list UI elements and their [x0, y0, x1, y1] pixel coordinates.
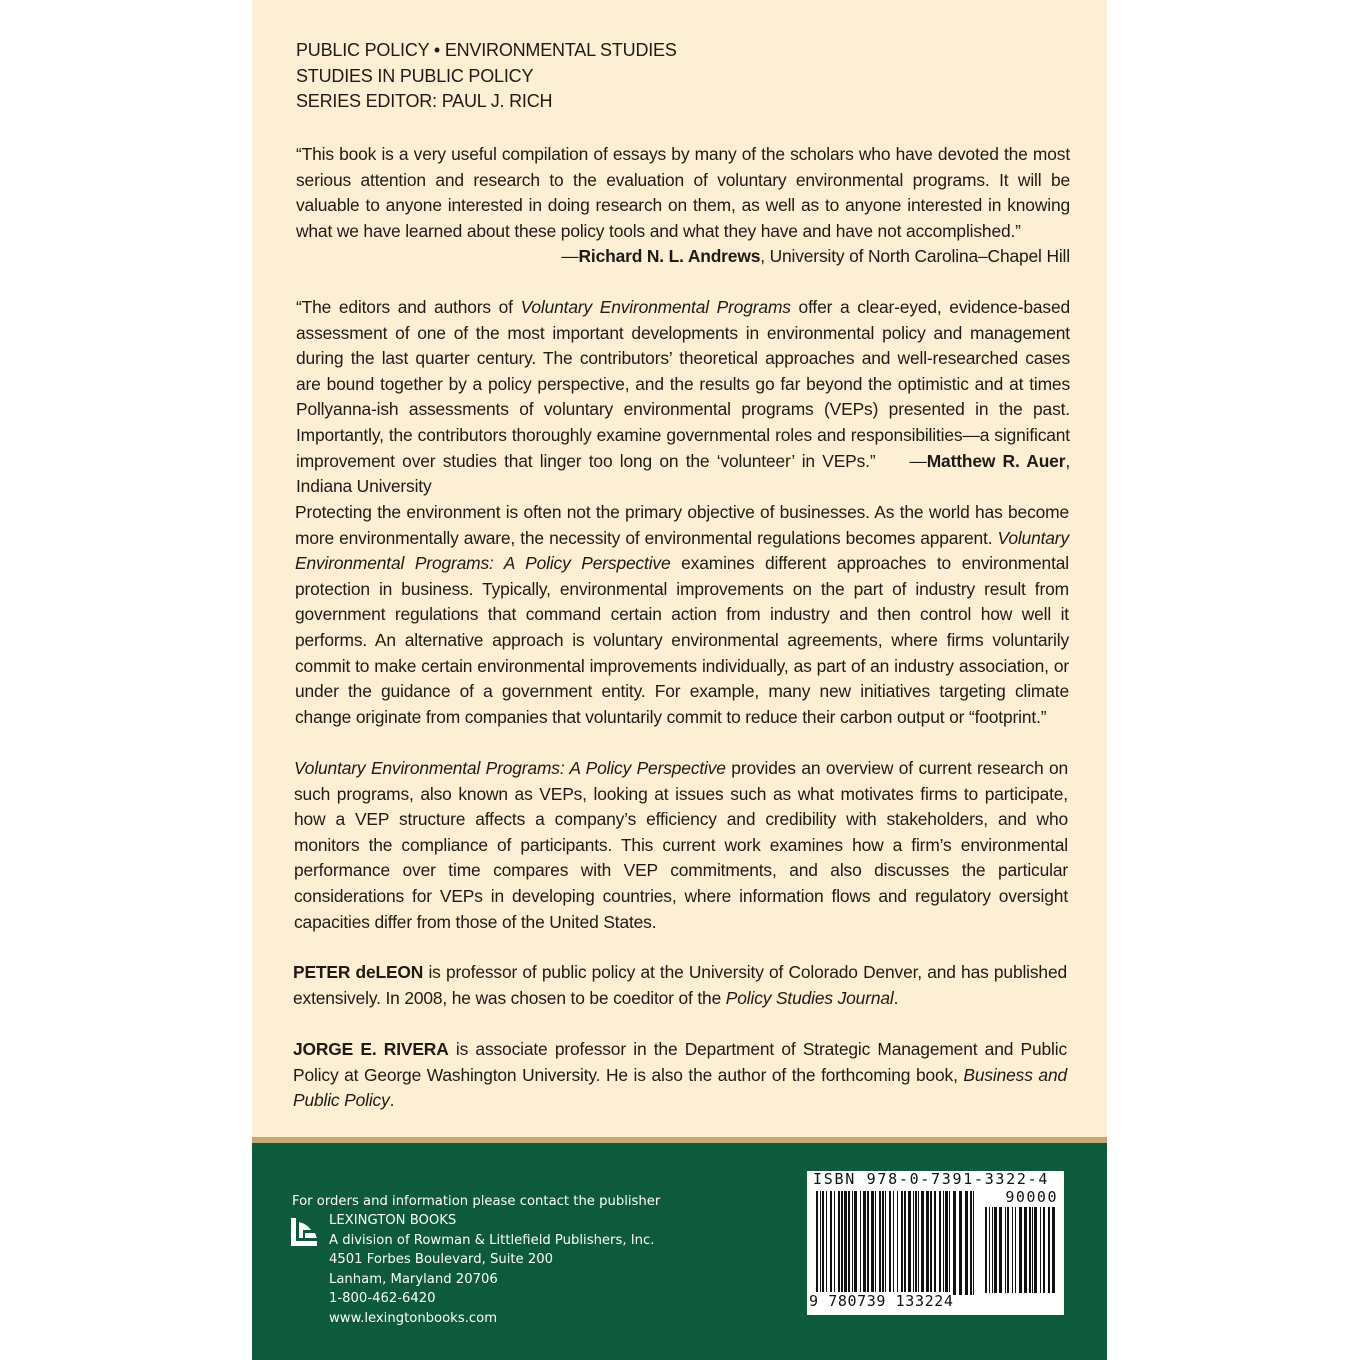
author-name: PETER deLEON — [293, 962, 424, 982]
forthcoming-book-title: Business and Public Policy — [293, 1064, 1067, 1111]
ean-digits: 9 780739 133224 — [809, 1292, 954, 1310]
author-name: JORGE E. RIVERA — [293, 1039, 449, 1059]
ean-barcode-bars — [816, 1191, 976, 1295]
book-title: Voluntary Environmental Programs: A Policy Perspective — [295, 527, 1069, 574]
publisher-address-block — [329, 1211, 654, 1329]
series-info — [296, 38, 677, 115]
publisher-name: LEXINGTON BOOKS — [329, 1213, 457, 1228]
series-subject-line: PUBLIC POLICY • ENVIRONMENTAL STUDIES — [296, 40, 677, 60]
lexington-logo-icon — [289, 1216, 321, 1248]
isbn-barcode — [807, 1171, 1064, 1315]
publisher-panel — [252, 1143, 1107, 1360]
publisher-division: A division of Rowman & Littlefield Publishers, Inc. — [329, 1232, 655, 1248]
addon-barcode-bars — [985, 1207, 1057, 1293]
quote-attribution: —Richard N. L. Andrews, University of North Carolina–Chapel Hill — [561, 246, 1070, 267]
book-description-1: Protecting the environment is often not the primary objective of businesses. As the world has become more environmentally aware, the necessity of environmental regulations becomes apparent. Voluntary Environmental Programs: A Policy Perspective examines different approaches to environmental protection in business. Typically, environmental improvements on the part of industry result from government regulations that command certain action from industry and then control how well it performs. An alternative approach is voluntary environmental agreements, where firms voluntarily commit to make certain environmental improvements individually, as part of an industry association, or under the guidance of a government entity. For example, many new initiatives targeting climate change originate from companies that voluntarily commit to reduce their carbon output or “footprint.” — [295, 502, 1069, 727]
price-code-label: 90000 — [1005, 1188, 1058, 1206]
quote-text: “This book is a very useful compilation of essays by many of the scholars who have devoted the most serious attention and research to the evaluation of voluntary environmental programs. It will be valuable to anyone interested in doing research on them, as well as to anyone interested in knowing what we have learned about these policy tools and what they have and have not accomplished.” — [296, 144, 1070, 241]
back-cover — [252, 0, 1107, 1360]
endorsement-quote-andrews — [296, 142, 1070, 270]
book-description-2: Voluntary Environmental Programs: A Policy Perspective provides an overview of current research on such programs, also known as VEPs, looking at issues such as what motivates firms to participate, how a VEP structure affects a company’s efficiency and credibility with stakeholders, and who monitors the compliance of participants. This current work examines how a firm’s environmental performance over time compares with VEP commitments, and also discusses the particular considerations for VEPs in developing countries, where information flows and regulatory oversight capacities differ from those of the United States. — [294, 758, 1068, 932]
quote-affiliation: , University of North Carolina–Chapel Hill — [760, 246, 1070, 267]
book-title: Voluntary Environmental Programs — [520, 297, 791, 317]
publisher-phone: 1-800-462-6420 — [329, 1291, 436, 1307]
order-contact-line: For orders and information please contact the publisher — [292, 1194, 661, 1209]
journal-title: Policy Studies Journal — [725, 987, 894, 1008]
publisher-website[interactable]: www.lexingtonbooks.com — [329, 1310, 498, 1326]
quote-author: Richard N. L. Andrews — [578, 246, 761, 267]
author-bio-deleon: PETER deLEON is professor of public policy at the University of Colorado Denver, and has published extensively. In 2008, he was chosen to be coeditor of the Policy Studies Journal. — [293, 962, 1068, 1008]
series-name-line: STUDIES IN PUBLIC POLICY — [296, 65, 534, 86]
author-bio-rivera: JORGE E. RIVERA is associate professor in the Department of Strategic Management and Public Policy at George Washington University. He is also the author of the forthcoming book, Business and Public Policy. — [293, 1039, 1067, 1111]
isbn-label: ISBN 978-0-7391-3322-4 — [813, 1170, 1050, 1188]
endorsement-quote-auer: “The editors and authors of Voluntary Environmental Programs offer a clear-eyed, evidence-based assessment of one of the most important developments in environmental policy and management during the last quarter century. The contributors’ theoretical approaches and well-researched cases are bound together by a policy perspective, and the results go far beyond the optimistic and at times Pollyanna-ish assessments of voluntary environmental programs (VEPs) presented in the past. Importantly, the contributors thoroughly examine governmental roles and responsibilities—a significant improvement over studies that linger too long on the ‘volunteer’ in VEPs.” —Matthew R. Auer, Indiana University — [296, 297, 1071, 497]
series-editor-line: SERIES EDITOR: PAUL J. RICH — [296, 91, 553, 111]
quote-author: Matthew R. Auer — [926, 450, 1066, 471]
publisher-address-line-2: Lanham, Maryland 20706 — [329, 1271, 498, 1287]
quote-affiliation: , Indiana University — [296, 450, 1071, 497]
book-title: Voluntary Environmental Programs: A Policy Perspective — [294, 758, 726, 778]
publisher-address-line-1: 4501 Forbes Boulevard, Suite 200 — [329, 1252, 554, 1268]
